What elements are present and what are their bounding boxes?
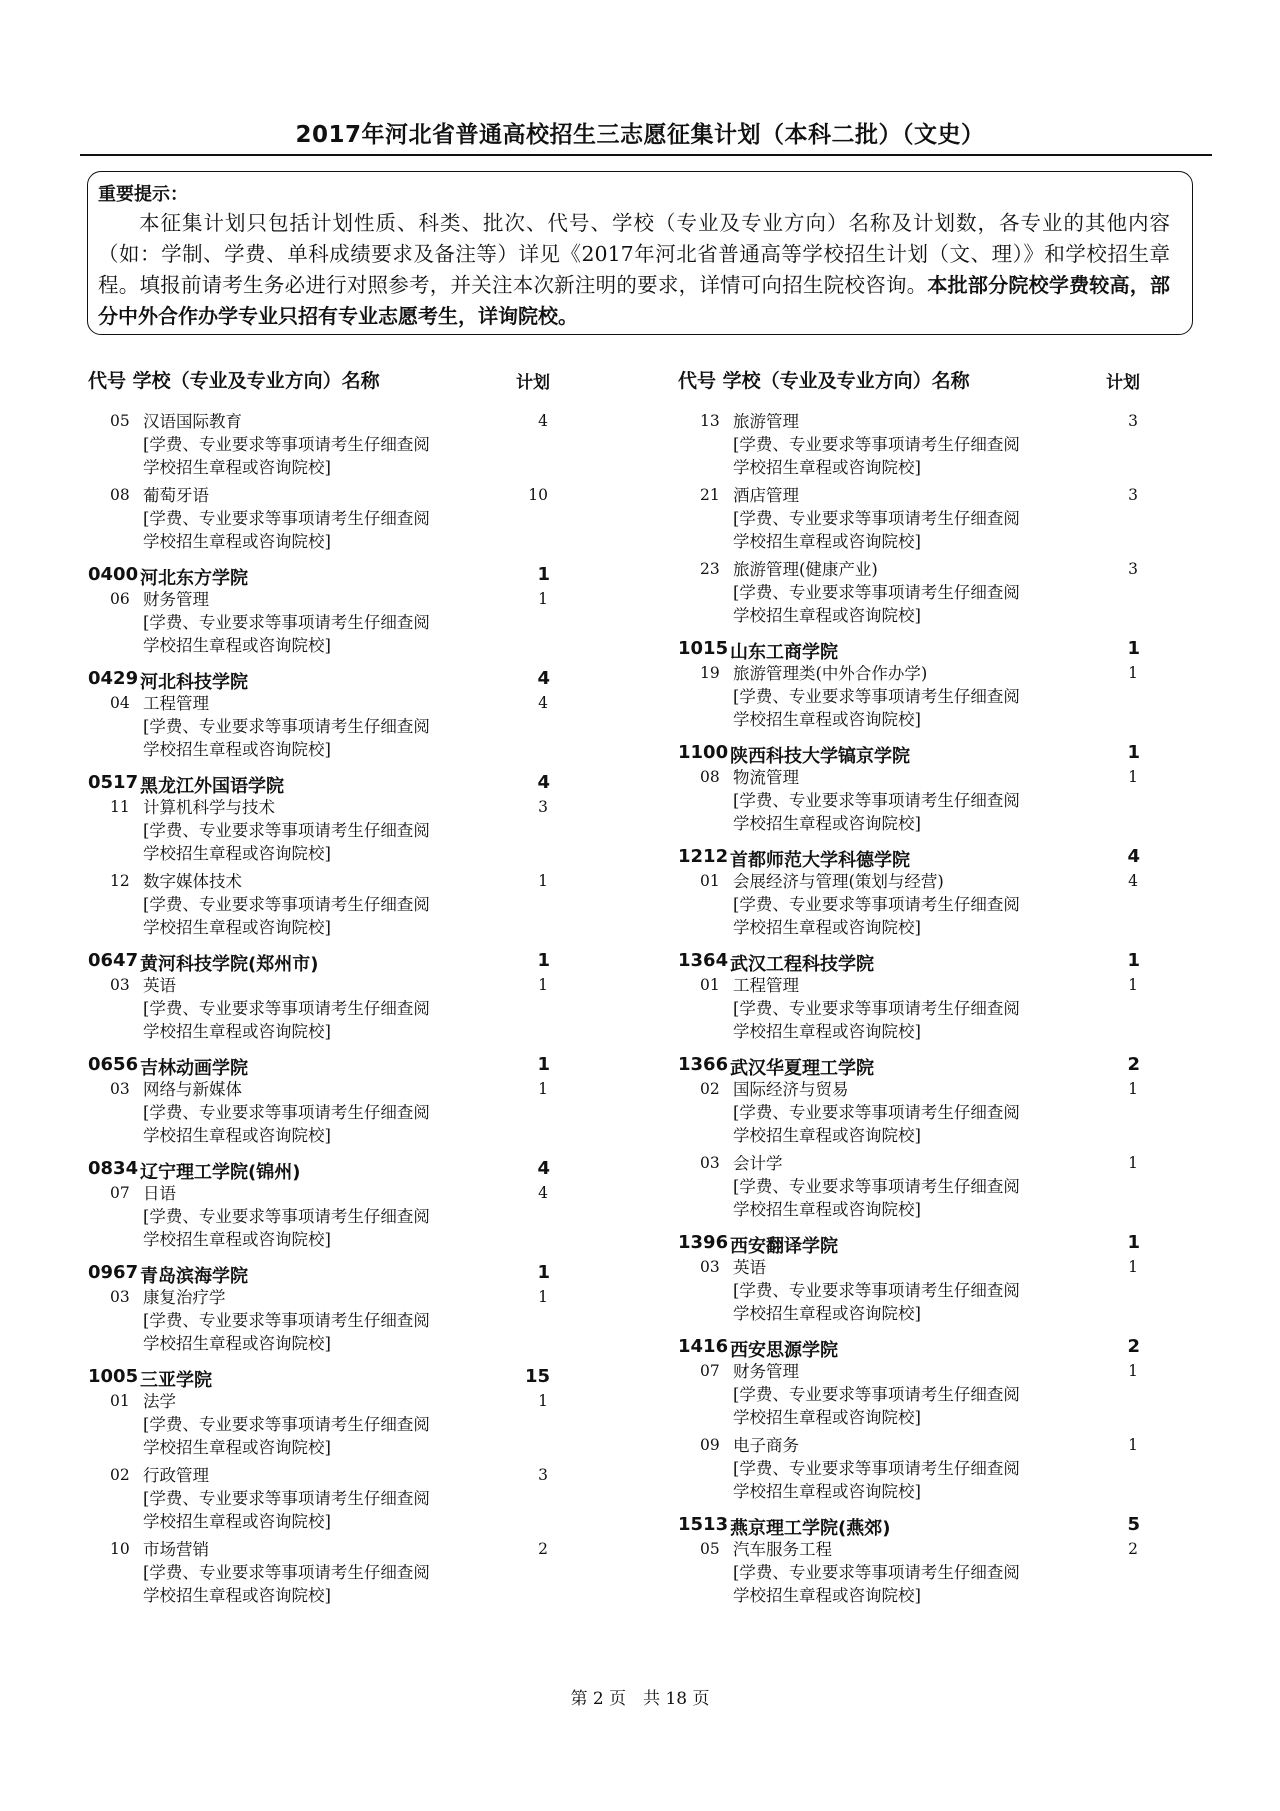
note-line: [学费、专业要求等事项请考生仔细查阅 xyxy=(733,1563,1020,1582)
school-code: 1212 xyxy=(678,846,729,867)
major-code: 03 xyxy=(700,1258,720,1276)
school-code: 1366 xyxy=(678,1054,729,1075)
major-name: 法学 xyxy=(143,1392,176,1411)
school-plan: 1 xyxy=(537,564,550,585)
school-code: 0429 xyxy=(88,668,139,689)
major-row xyxy=(88,1182,568,1256)
school-name: 三亚学院 xyxy=(140,1370,212,1391)
school-row xyxy=(88,666,568,692)
school-row xyxy=(88,1260,568,1286)
note-line: 学校招生章程或咨询院校] xyxy=(733,1200,921,1219)
major-note xyxy=(143,433,483,479)
note-line: 学校招生章程或咨询院校] xyxy=(733,1126,921,1145)
school-code: 1364 xyxy=(678,950,729,971)
school-name: 青岛滨海学院 xyxy=(140,1266,248,1287)
major-plan: 1 xyxy=(538,976,548,994)
major-plan: 3 xyxy=(538,1466,548,1484)
school-plan: 4 xyxy=(537,668,550,689)
school-code: 0647 xyxy=(88,950,139,971)
school-name: 河北东方学院 xyxy=(140,568,248,589)
major-code: 02 xyxy=(700,1080,720,1098)
school-plan: 1 xyxy=(1127,950,1140,971)
major-note xyxy=(143,1309,483,1355)
major-row xyxy=(678,410,1158,484)
note-line: [学费、专业要求等事项请考生仔细查阅 xyxy=(143,821,430,840)
school-plan: 5 xyxy=(1127,1514,1140,1535)
major-code: 13 xyxy=(700,412,720,430)
major-name: 英语 xyxy=(733,1258,766,1277)
school-row xyxy=(678,948,1158,974)
note-line: [学费、专业要求等事项请考生仔细查阅 xyxy=(733,1103,1020,1122)
major-plan: 4 xyxy=(538,694,548,712)
major-name: 财务管理 xyxy=(143,590,209,609)
school-name: 黄河科技学院(郑州市) xyxy=(140,954,319,975)
note-line: [学费、专业要求等事项请考生仔细查阅 xyxy=(143,1207,430,1226)
major-row xyxy=(678,1360,1158,1434)
school-code: 1396 xyxy=(678,1232,729,1253)
note-line: 学校招生章程或咨询院校] xyxy=(143,918,331,937)
note-line: 学校招生章程或咨询院校] xyxy=(733,1586,921,1605)
major-code: 07 xyxy=(110,1184,130,1202)
major-plan: 1 xyxy=(538,1392,548,1410)
note-line: 学校招生章程或咨询院校] xyxy=(143,1230,331,1249)
note-line: [学费、专业要求等事项请考生仔细查阅 xyxy=(143,717,430,736)
major-plan: 3 xyxy=(1128,486,1138,504)
note-line: 学校招生章程或咨询院校] xyxy=(143,636,331,655)
school-plan: 1 xyxy=(1127,742,1140,763)
school-row xyxy=(88,1364,568,1390)
major-row xyxy=(88,1538,568,1612)
major-plan: 1 xyxy=(1128,768,1138,786)
note-line: [学费、专业要求等事项请考生仔细查阅 xyxy=(143,613,430,632)
note-line: [学费、专业要求等事项请考生仔细查阅 xyxy=(143,1103,430,1122)
note-line: 学校招生章程或咨询院校] xyxy=(143,532,331,551)
major-name: 行政管理 xyxy=(143,1466,209,1485)
note-line: 学校招生章程或咨询院校] xyxy=(143,1586,331,1605)
major-row xyxy=(678,974,1158,1048)
major-code: 09 xyxy=(700,1436,720,1454)
major-note xyxy=(733,1175,1073,1221)
major-row xyxy=(88,796,568,870)
school-code: 1015 xyxy=(678,638,729,659)
note-line: 学校招生章程或咨询院校] xyxy=(733,458,921,477)
major-row xyxy=(88,410,568,484)
major-code: 03 xyxy=(110,976,130,994)
major-note xyxy=(143,1205,483,1251)
major-row xyxy=(678,766,1158,840)
header-name: 代号 学校（专业及专业方向）名称 xyxy=(678,370,970,392)
note-line: [学费、专业要求等事项请考生仔细查阅 xyxy=(733,509,1020,528)
notice-heading: 重要提示： xyxy=(98,184,188,205)
major-code: 10 xyxy=(110,1540,130,1558)
major-code: 03 xyxy=(110,1288,130,1306)
major-code: 06 xyxy=(110,590,130,608)
major-note xyxy=(143,1101,483,1147)
major-code: 08 xyxy=(110,486,130,504)
school-name: 山东工商学院 xyxy=(730,642,838,663)
major-note xyxy=(143,611,483,657)
major-plan: 4 xyxy=(1128,872,1138,890)
school-code: 0400 xyxy=(88,564,139,585)
note-line: 学校招生章程或咨询院校] xyxy=(143,458,331,477)
major-code: 07 xyxy=(700,1362,720,1380)
major-code: 19 xyxy=(700,664,720,682)
note-line: [学费、专业要求等事项请考生仔细查阅 xyxy=(143,895,430,914)
school-row xyxy=(88,1156,568,1182)
major-plan: 4 xyxy=(538,412,548,430)
major-plan: 1 xyxy=(538,872,548,890)
major-row xyxy=(88,1464,568,1538)
major-name: 工程管理 xyxy=(733,976,799,995)
major-row xyxy=(678,662,1158,736)
major-row xyxy=(678,1434,1158,1508)
note-line: [学费、专业要求等事项请考生仔细查阅 xyxy=(143,1489,430,1508)
major-name: 康复治疗学 xyxy=(143,1288,226,1307)
major-name: 旅游管理 xyxy=(733,412,799,431)
header-plan: 计划 xyxy=(1106,373,1140,393)
note-line: 学校招生章程或咨询院校] xyxy=(143,1022,331,1041)
major-plan: 1 xyxy=(538,1288,548,1306)
page-title: 2017年河北省普通高校招生三志愿征集计划（本科二批）（文史） xyxy=(295,122,985,148)
school-name: 武汉华夏理工学院 xyxy=(730,1058,874,1079)
school-name: 陕西科技大学镐京学院 xyxy=(730,746,910,767)
major-name: 酒店管理 xyxy=(733,486,799,505)
major-plan: 3 xyxy=(1128,412,1138,430)
major-code: 08 xyxy=(700,768,720,786)
page-footer: 第 2 页 共 18 页 xyxy=(570,1689,710,1709)
school-code: 0656 xyxy=(88,1054,139,1075)
major-code: 05 xyxy=(110,412,130,430)
major-name: 旅游管理(健康产业) xyxy=(733,560,878,579)
major-name: 英语 xyxy=(143,976,176,995)
school-plan: 2 xyxy=(1127,1336,1140,1357)
major-name: 财务管理 xyxy=(733,1362,799,1381)
major-name: 物流管理 xyxy=(733,768,799,787)
note-line: [学费、专业要求等事项请考生仔细查阅 xyxy=(733,1177,1020,1196)
right-column xyxy=(678,364,1158,1612)
major-note xyxy=(733,1101,1073,1147)
entry-list xyxy=(678,410,1158,1612)
major-code: 05 xyxy=(700,1540,720,1558)
school-row xyxy=(678,740,1158,766)
school-row xyxy=(678,636,1158,662)
notice-box xyxy=(87,171,1193,335)
major-note xyxy=(143,893,483,939)
major-plan: 1 xyxy=(538,1080,548,1098)
header-name: 代号 学校（专业及专业方向）名称 xyxy=(88,370,380,392)
note-line: [学费、专业要求等事项请考生仔细查阅 xyxy=(143,1563,430,1582)
major-code: 01 xyxy=(700,976,720,994)
major-note xyxy=(733,433,1073,479)
major-plan: 4 xyxy=(538,1184,548,1202)
notice-body-text: 本征集计划只包括计划性质、科类、批次、代号、学校（专业及专业方向）名称及计划数，各专业的其他内容（如：学制、学费、单科成绩要求及备注等）详见《2017年河北省普通高等学校招生计划（文、理）》和学校招生章程。填报前请考生务必进行对照参考，并关注本次新注明的要求，详情可向招生院校咨询。 xyxy=(98,211,1170,297)
major-name: 葡萄牙语 xyxy=(143,486,209,505)
school-plan: 1 xyxy=(1127,1232,1140,1253)
school-name: 首都师范大学科德学院 xyxy=(730,850,910,871)
school-name: 吉林动画学院 xyxy=(140,1058,248,1079)
major-name: 市场营销 xyxy=(143,1540,209,1559)
major-note xyxy=(733,1383,1073,1429)
note-line: 学校招生章程或咨询院校] xyxy=(143,1438,331,1457)
note-line: 学校招生章程或咨询院校] xyxy=(733,606,921,625)
major-name: 国际经济与贸易 xyxy=(733,1080,849,1099)
major-note xyxy=(733,997,1073,1043)
note-line: [学费、专业要求等事项请考生仔细查阅 xyxy=(143,435,430,454)
note-line: [学费、专业要求等事项请考生仔细查阅 xyxy=(733,999,1020,1018)
note-line: [学费、专业要求等事项请考生仔细查阅 xyxy=(733,687,1020,706)
major-note xyxy=(733,1457,1073,1503)
title-rule xyxy=(80,154,1212,156)
major-note xyxy=(143,1561,483,1607)
major-name: 会计学 xyxy=(733,1154,783,1173)
school-name: 黑龙江外国语学院 xyxy=(140,776,284,797)
major-plan: 1 xyxy=(1128,1258,1138,1276)
note-line: 学校招生章程或咨询院校] xyxy=(733,710,921,729)
major-code: 03 xyxy=(110,1080,130,1098)
note-line: 学校招生章程或咨询院校] xyxy=(143,844,331,863)
major-code: 23 xyxy=(700,560,720,578)
major-row xyxy=(88,484,568,558)
note-line: 学校招生章程或咨询院校] xyxy=(143,1126,331,1145)
major-name: 汉语国际教育 xyxy=(143,412,242,431)
major-name: 工程管理 xyxy=(143,694,209,713)
note-line: 学校招生章程或咨询院校] xyxy=(733,1022,921,1041)
school-plan: 4 xyxy=(537,772,550,793)
school-plan: 1 xyxy=(537,950,550,971)
major-note xyxy=(733,685,1073,731)
major-note xyxy=(143,1413,483,1459)
note-line: 学校招生章程或咨询院校] xyxy=(733,814,921,833)
school-name: 西安思源学院 xyxy=(730,1340,838,1361)
major-row xyxy=(678,558,1158,632)
school-code: 1416 xyxy=(678,1336,729,1357)
note-line: [学费、专业要求等事项请考生仔细查阅 xyxy=(733,1281,1020,1300)
school-code: 0834 xyxy=(88,1158,139,1179)
notice-bold-text: 本批部分院校学费较高，部分中外合作办学专业只招有专业志愿考生，详询院校。 xyxy=(98,273,1171,328)
major-note xyxy=(733,507,1073,553)
major-note xyxy=(143,997,483,1043)
school-name: 武汉工程科技学院 xyxy=(730,954,874,975)
major-note xyxy=(143,507,483,553)
school-plan: 4 xyxy=(537,1158,550,1179)
school-row xyxy=(678,1334,1158,1360)
school-name: 河北科技学院 xyxy=(140,672,248,693)
note-line: 学校招生章程或咨询院校] xyxy=(733,1408,921,1427)
entry-list xyxy=(88,410,568,1612)
major-plan: 1 xyxy=(1128,976,1138,994)
major-row xyxy=(88,974,568,1048)
major-row xyxy=(678,1078,1158,1152)
major-note xyxy=(143,1487,483,1533)
column-header xyxy=(88,364,568,398)
note-line: [学费、专业要求等事项请考生仔细查阅 xyxy=(143,1311,430,1330)
major-plan: 3 xyxy=(1128,560,1138,578)
school-row xyxy=(88,562,568,588)
major-row xyxy=(678,870,1158,944)
school-plan: 1 xyxy=(537,1054,550,1075)
note-line: [学费、专业要求等事项请考生仔细查阅 xyxy=(733,583,1020,602)
school-name: 辽宁理工学院(锦州) xyxy=(140,1162,301,1183)
major-name: 日语 xyxy=(143,1184,176,1203)
major-note xyxy=(733,893,1073,939)
major-plan: 1 xyxy=(1128,664,1138,682)
note-line: [学费、专业要求等事项请考生仔细查阅 xyxy=(143,509,430,528)
note-line: [学费、专业要求等事项请考生仔细查阅 xyxy=(733,895,1020,914)
major-name: 数字媒体技术 xyxy=(143,872,242,891)
school-plan: 15 xyxy=(524,1366,550,1387)
notice-body xyxy=(98,208,1170,332)
school-code: 0967 xyxy=(88,1262,139,1283)
note-line: [学费、专业要求等事项请考生仔细查阅 xyxy=(143,999,430,1018)
note-line: [学费、专业要求等事项请考生仔细查阅 xyxy=(143,1415,430,1434)
note-line: 学校招生章程或咨询院校] xyxy=(733,1482,921,1501)
major-note xyxy=(733,789,1073,835)
school-row xyxy=(88,770,568,796)
major-row xyxy=(88,1078,568,1152)
major-row xyxy=(88,1390,568,1464)
major-code: 12 xyxy=(110,872,130,890)
school-plan: 1 xyxy=(537,1262,550,1283)
major-name: 计算机科学与技术 xyxy=(143,798,275,817)
major-code: 01 xyxy=(110,1392,130,1410)
major-note xyxy=(733,1561,1073,1607)
note-line: 学校招生章程或咨询院校] xyxy=(143,1334,331,1353)
major-plan: 10 xyxy=(528,486,548,504)
school-row xyxy=(678,1052,1158,1078)
note-line: [学费、专业要求等事项请考生仔细查阅 xyxy=(733,1385,1020,1404)
major-row xyxy=(88,870,568,944)
major-row xyxy=(678,1538,1158,1612)
note-line: [学费、专业要求等事项请考生仔细查阅 xyxy=(733,1459,1020,1478)
note-line: 学校招生章程或咨询院校] xyxy=(733,918,921,937)
major-row xyxy=(88,588,568,662)
note-line: 学校招生章程或咨询院校] xyxy=(143,740,331,759)
major-note xyxy=(733,1279,1073,1325)
major-plan: 2 xyxy=(538,1540,548,1558)
major-name: 网络与新媒体 xyxy=(143,1080,242,1099)
major-plan: 1 xyxy=(1128,1436,1138,1454)
major-code: 11 xyxy=(110,798,130,816)
note-line: 学校招生章程或咨询院校] xyxy=(733,532,921,551)
major-plan: 1 xyxy=(1128,1362,1138,1380)
major-code: 02 xyxy=(110,1466,130,1484)
major-code: 03 xyxy=(700,1154,720,1172)
major-row xyxy=(88,692,568,766)
school-row xyxy=(88,1052,568,1078)
major-code: 01 xyxy=(700,872,720,890)
major-code: 21 xyxy=(700,486,720,504)
school-code: 1005 xyxy=(88,1366,139,1387)
school-row xyxy=(678,1512,1158,1538)
major-row xyxy=(678,484,1158,558)
major-code: 04 xyxy=(110,694,130,712)
school-code: 1513 xyxy=(678,1514,729,1535)
note-line: 学校招生章程或咨询院校] xyxy=(733,1304,921,1323)
school-plan: 1 xyxy=(1127,638,1140,659)
major-note xyxy=(143,715,483,761)
major-row xyxy=(678,1152,1158,1226)
header-plan: 计划 xyxy=(516,373,550,393)
major-plan: 1 xyxy=(1128,1080,1138,1098)
major-plan: 2 xyxy=(1128,1540,1138,1558)
left-column xyxy=(88,364,568,1612)
school-row xyxy=(678,844,1158,870)
school-name: 西安翻译学院 xyxy=(730,1236,838,1257)
major-plan: 3 xyxy=(538,798,548,816)
note-line: [学费、专业要求等事项请考生仔细查阅 xyxy=(733,791,1020,810)
major-name: 电子商务 xyxy=(733,1436,799,1455)
major-note xyxy=(143,819,483,865)
major-row xyxy=(88,1286,568,1360)
school-name: 燕京理工学院(燕郊) xyxy=(730,1518,891,1539)
school-code: 0517 xyxy=(88,772,139,793)
school-row xyxy=(88,948,568,974)
major-name: 汽车服务工程 xyxy=(733,1540,832,1559)
note-line: 学校招生章程或咨询院校] xyxy=(143,1512,331,1531)
note-line: [学费、专业要求等事项请考生仔细查阅 xyxy=(733,435,1020,454)
school-plan: 2 xyxy=(1127,1054,1140,1075)
major-row xyxy=(678,1256,1158,1330)
major-name: 旅游管理类(中外合作办学) xyxy=(733,664,928,683)
major-name: 会展经济与管理(策划与经营) xyxy=(733,872,944,891)
major-plan: 1 xyxy=(1128,1154,1138,1172)
school-code: 1100 xyxy=(678,742,729,763)
major-plan: 1 xyxy=(538,590,548,608)
major-note xyxy=(733,581,1073,627)
school-plan: 4 xyxy=(1127,846,1140,867)
school-row xyxy=(678,1230,1158,1256)
column-header xyxy=(678,364,1158,398)
